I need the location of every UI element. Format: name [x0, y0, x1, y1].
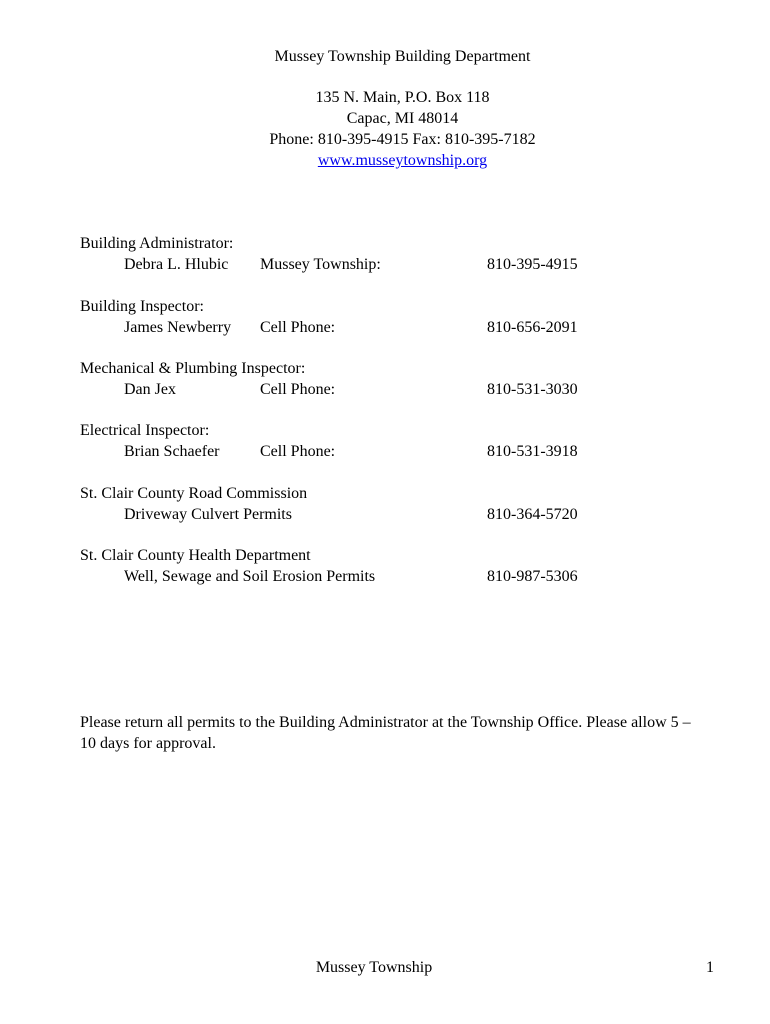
- contact-title: Mechanical & Plumbing Inspector:: [80, 360, 306, 377]
- contact-label: Cell Phone:: [260, 381, 336, 398]
- contact-title: Building Inspector:: [80, 298, 204, 315]
- contact-phone: 810-656-2091: [487, 319, 578, 336]
- letterhead: [0, 47, 770, 172]
- contact-phone: 810-395-4915: [487, 256, 578, 273]
- contact-title: St. Clair County Road Commission: [80, 485, 308, 502]
- page-number: 1: [706, 959, 714, 976]
- contact-title: Electrical Inspector:: [80, 422, 210, 439]
- phone-fax: Phone: 810-395-4915 Fax: 810-395-7182: [269, 131, 536, 148]
- contact-electrical-inspector: [80, 421, 700, 463]
- contact-name: Dan Jex: [124, 381, 176, 398]
- contact-title: Building Administrator:: [80, 235, 234, 252]
- contact-name: James Newberry: [124, 319, 232, 336]
- contact-name: Well, Sewage and Soil Erosion Permits: [124, 568, 376, 585]
- contact-road-commission: [80, 484, 700, 526]
- contact-title: St. Clair County Health Department: [80, 547, 311, 564]
- website-link[interactable]: www.musseytownship.org: [317, 152, 488, 169]
- contact-phone: 810-531-3918: [487, 443, 578, 460]
- contact-phone: 810-364-5720: [487, 506, 578, 523]
- contact-health-department: [80, 546, 700, 588]
- address-line-1: 135 N. Main, P.O. Box 118: [315, 89, 490, 106]
- contact-building-administrator: [80, 234, 700, 276]
- return-instructions: Please return all permits to the Building Administrator at the Township Office. Please allow 5 – 10 days for approval.: [80, 714, 691, 752]
- contact-name: Debra L. Hlubic: [124, 256, 229, 273]
- contact-building-inspector: [80, 297, 700, 339]
- contact-name: Driveway Culvert Permits: [124, 506, 292, 523]
- contact-label: Mussey Township:: [260, 256, 381, 273]
- department-name: Mussey Township Building Department: [274, 48, 531, 65]
- address-line-2: Capac, MI 48014: [346, 110, 459, 127]
- contact-label: Cell Phone:: [260, 319, 336, 336]
- contact-phone: 810-987-5306: [487, 568, 578, 585]
- contact-mechanical-plumbing-inspector: [80, 359, 700, 401]
- contact-label: Cell Phone:: [260, 443, 336, 460]
- contact-phone: 810-531-3030: [487, 381, 578, 398]
- contact-name: Brian Schaefer: [124, 443, 220, 460]
- footer-title: Mussey Township: [315, 959, 433, 976]
